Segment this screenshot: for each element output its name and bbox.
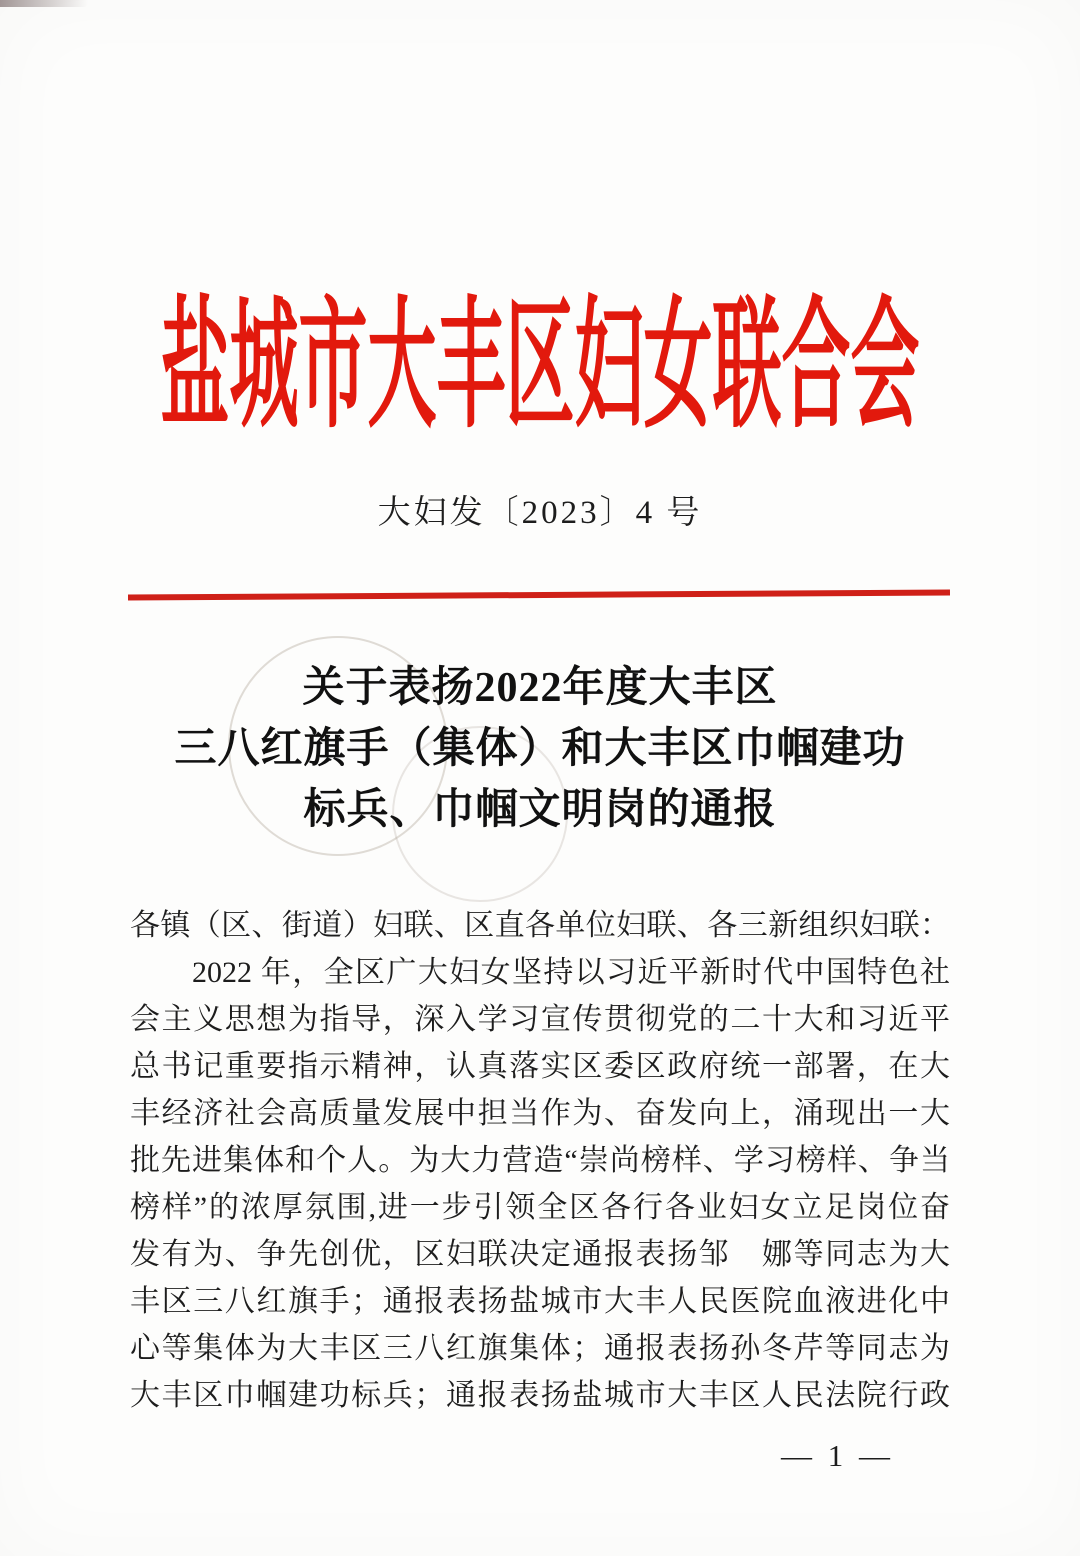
notice-body: [130, 902, 950, 1419]
page-number: — 1 —: [781, 1438, 894, 1473]
notice-title-line: 三八红旗手（集体）和大丰区巾帼建功: [174, 726, 906, 772]
body-line-4: 丰经济社会高质量发展中担当作为、奋发向上，涌现出一大: [130, 1097, 950, 1130]
body-line-8: 丰区三八红旗手；通报表扬盐城市大丰人民医院血液进化中: [130, 1285, 950, 1318]
body-line-3: 总书记重要指示精神，认真落实区委区政府统一部署，在大: [130, 1050, 950, 1083]
body-line-5: 批先进集体和个人。为大力营造“崇尚榜样、学习榜样、争当: [130, 1144, 950, 1177]
body-line-1: 2022 年，全区广大妇女坚持以习近平新时代中国特色社: [192, 956, 950, 989]
body-line-7: 发有为、争先创优，区妇联决定通报表扬邹 娜等同志为大: [130, 1238, 950, 1271]
notice-title-line: 标兵、巾帼文明岗的通报: [303, 787, 777, 833]
body-line-2: 会主义思想为指导，深入学习宣传贯彻党的二十大和习近平: [130, 1003, 950, 1036]
scan-smudge: [0, 0, 88, 7]
doc-number: 大妇发〔2023〕4 号: [377, 495, 703, 531]
body-line-6: 榜样”的浓厚氛围,进一步引领全区各行各业妇女立足岗位奋: [130, 1191, 950, 1224]
body-line-10: 大丰区巾帼建功标兵；通报表扬盐城市大丰区人民法院行政: [130, 1379, 950, 1412]
notice-title-line: 关于表扬2022年度大丰区: [302, 665, 778, 711]
body-line-9: 心等集体为大丰区三八红旗集体；通报表扬孙冬芹等同志为: [130, 1332, 950, 1365]
salutation-line: 各镇（区、街道）妇联、区直各单位妇联、各三新组织妇联：: [130, 909, 950, 942]
issuer-title: 盐城市大丰区妇女联合会: [160, 288, 920, 445]
notice-title: [130, 658, 950, 841]
red-divider-rule: [128, 589, 950, 600]
